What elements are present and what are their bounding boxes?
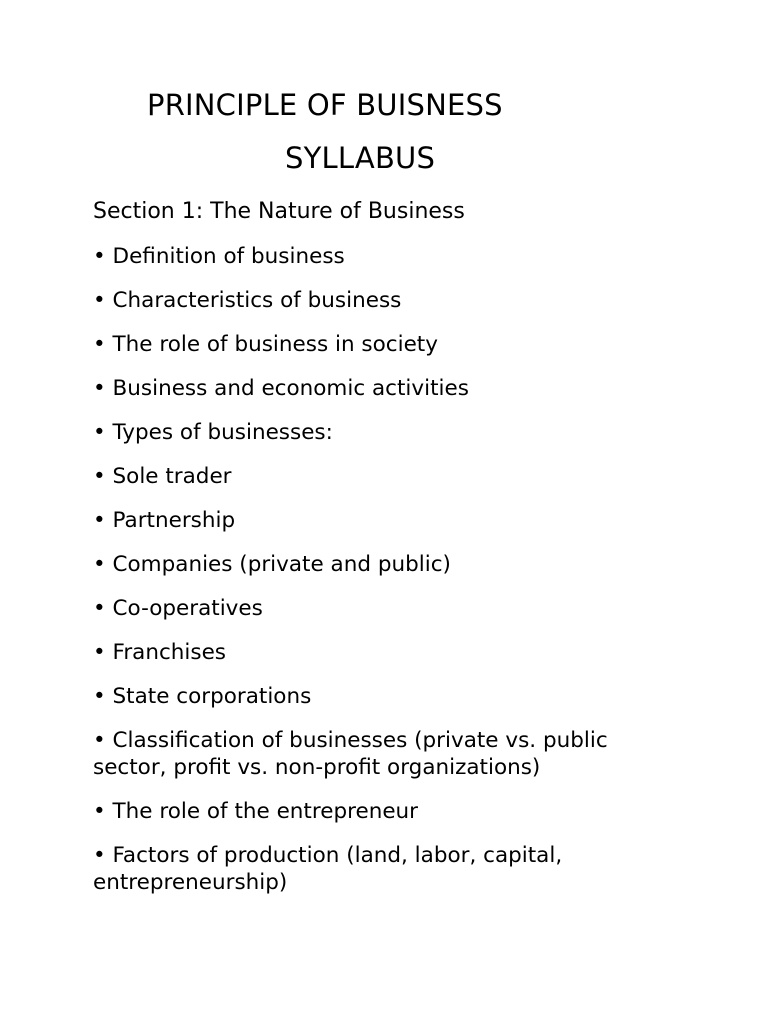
list-item-definition: • Definition of business — [93, 244, 345, 269]
list-item-state-corporations: • State corporations — [93, 684, 312, 709]
list-item-role-in-society: • The role of business in society — [93, 332, 438, 357]
list-item-types-of-businesses: • Types of businesses: — [93, 420, 333, 445]
list-item-companies: • Companies (private and public) — [93, 552, 451, 577]
syllabus-topic-list — [93, 243, 653, 913]
document-title-line-2: SYLLABUS — [285, 141, 436, 175]
section-heading: Section 1: The Nature of Business — [93, 199, 465, 224]
list-item-entrepreneur-role: • The role of the entrepreneur — [93, 799, 419, 824]
list-item-co-operatives: • Co-operatives — [93, 596, 263, 621]
list-item-partnership: • Partnership — [93, 508, 236, 533]
list-item-factors-of-production: • Factors of production (land, labor, capital, entrepreneurship) — [93, 843, 563, 895]
list-item-characteristics: • Characteristics of business — [93, 288, 402, 313]
list-item-franchises: • Franchises — [93, 640, 227, 665]
list-item-economic-activities: • Business and economic activities — [93, 376, 469, 401]
document-title-line-1: PRINCIPLE OF BUISNESS — [147, 88, 503, 122]
list-item-classification: • Classification of businesses (private vs. public sector, profit vs. non-profit organizations) — [93, 728, 608, 780]
list-item-sole-trader: • Sole trader — [93, 464, 232, 489]
